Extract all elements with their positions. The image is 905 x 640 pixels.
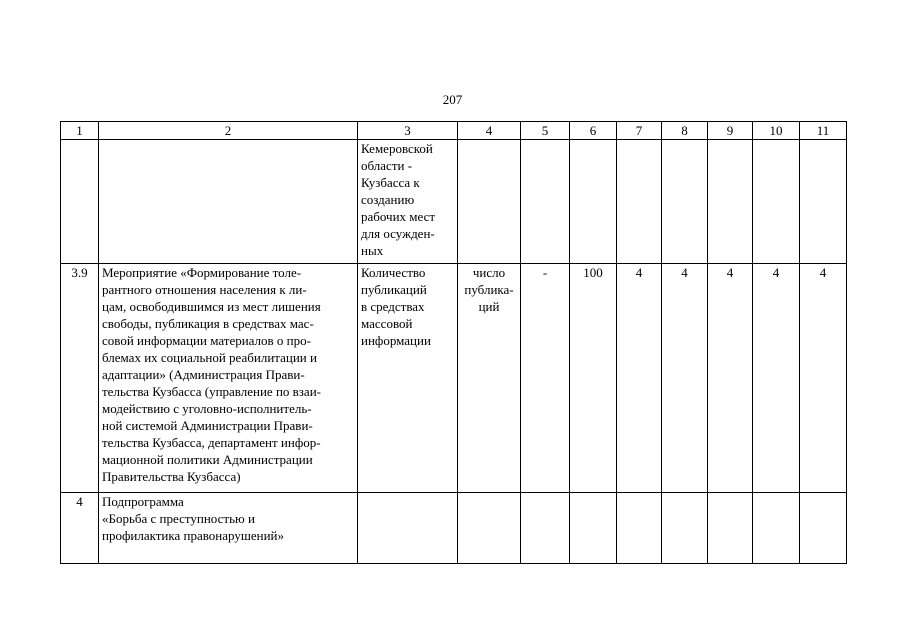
value-cell <box>753 493 800 564</box>
activity-cell: Мероприятие «Формирование толе- рантного отношения населения к ли- цам, освободившимся из мест лишения свободы, публикация в средствах мас- совой информации материалов о про- блемах их социальной реабилитации и адаптации» (Администрация Прави- тельства Кузбасса (управление по взаи- модействию с уголовно-исполнитель- ной системой Администрации Прави- тельства Кузбасса, департамент инфор- мационной политики Администрации Правительства Кузбасса) <box>99 264 358 493</box>
value-cell: 4 <box>753 264 800 493</box>
value-cell: 4 <box>617 264 662 493</box>
value-cell: 4 <box>662 264 708 493</box>
value-cell <box>708 140 753 264</box>
value-cell <box>617 140 662 264</box>
column-header: 3 <box>358 122 458 140</box>
indicator-cell <box>358 493 458 564</box>
value-cell <box>617 493 662 564</box>
column-header: 2 <box>99 122 358 140</box>
row-number-cell: 3.9 <box>61 264 99 493</box>
table-row <box>61 140 847 264</box>
column-header: 5 <box>521 122 570 140</box>
value-cell <box>570 140 617 264</box>
indicator-cell: Кемеровской области - Кузбасса к созданию рабочих мест для осужден- ных <box>358 140 458 264</box>
unit-cell: число публика- ций <box>458 264 521 493</box>
page-number: 207 <box>442 92 463 107</box>
value-cell <box>521 493 570 564</box>
activity-cell: Подпрограмма «Борьба с преступностью и профилактика правонарушений» <box>99 493 358 564</box>
unit-cell <box>458 493 521 564</box>
value-cell <box>521 140 570 264</box>
column-header: 10 <box>753 122 800 140</box>
column-header: 6 <box>570 122 617 140</box>
value-cell: 4 <box>708 264 753 493</box>
column-header: 8 <box>662 122 708 140</box>
value-cell: - <box>521 264 570 493</box>
row-number-cell: 4 <box>61 493 99 564</box>
unit-cell <box>458 140 521 264</box>
value-cell: 100 <box>570 264 617 493</box>
activity-cell <box>99 140 358 264</box>
column-header: 9 <box>708 122 753 140</box>
table-row <box>61 493 847 564</box>
column-header: 1 <box>61 122 99 140</box>
value-cell <box>570 493 617 564</box>
value-cell <box>800 493 847 564</box>
table-row <box>61 264 847 493</box>
row-number-cell <box>61 140 99 264</box>
table-header-row <box>61 122 847 140</box>
value-cell: 4 <box>800 264 847 493</box>
value-cell <box>800 140 847 264</box>
column-header: 7 <box>617 122 662 140</box>
program-table <box>60 121 847 564</box>
value-cell <box>662 493 708 564</box>
column-header: 4 <box>458 122 521 140</box>
column-header: 11 <box>800 122 847 140</box>
value-cell <box>662 140 708 264</box>
value-cell <box>708 493 753 564</box>
indicator-cell: Количество публикаций в средствах массовой информации <box>358 264 458 493</box>
value-cell <box>753 140 800 264</box>
